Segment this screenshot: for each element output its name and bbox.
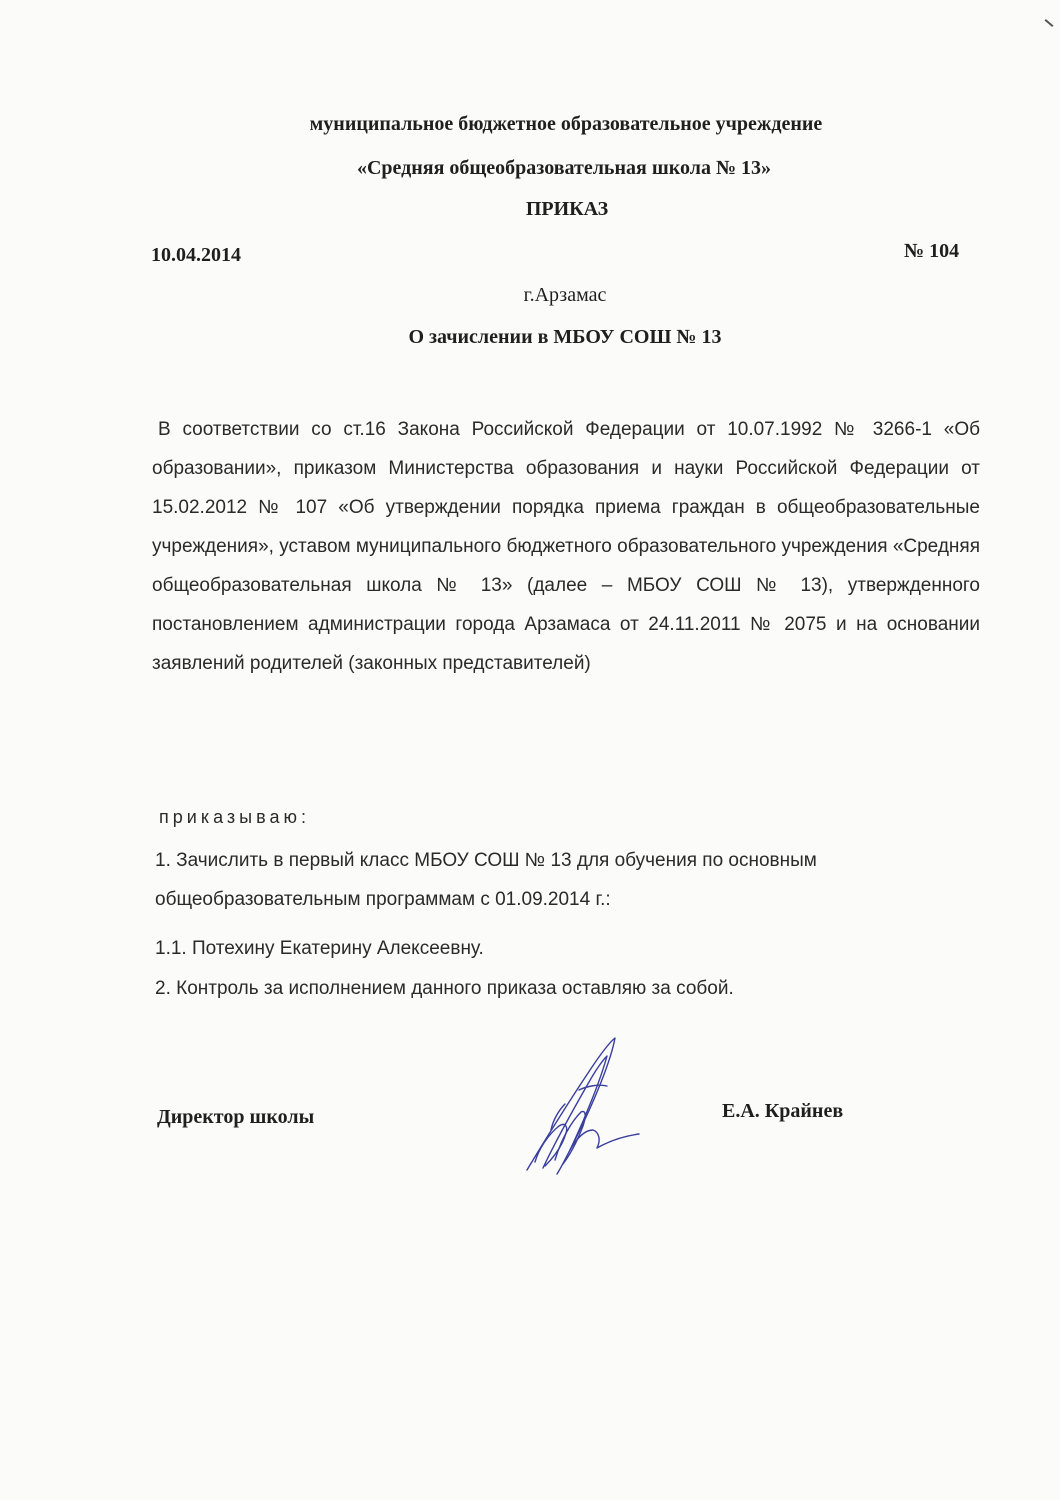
organization-type: муниципальное бюджетное образовательное учреждение: [309, 113, 823, 135]
order-item-1-1: 1.1. Потехину Екатерину Алексеевну.: [155, 938, 484, 959]
scan-mark: [1045, 19, 1054, 27]
signer-title: Директор школы: [157, 1106, 315, 1128]
handwritten-signature: [515, 1030, 645, 1180]
order-word: приказываю:: [159, 807, 310, 827]
order-item-1: 1. Зачислить в первый класс МБОУ СОШ № 13 для обучения по основным общеобразовательным программам с 01.09.2014 г.:: [155, 850, 817, 910]
signer-name: Е.А. Крайнев: [722, 1100, 844, 1122]
organization-name: «Средняя общеобразовательная школа № 13»: [356, 157, 772, 179]
document-date: 10.04.2014: [151, 244, 241, 266]
document-city: г.Арзамас: [523, 284, 607, 306]
document-number: № 104: [904, 240, 960, 262]
preamble-paragraph: В соответствии со ст.16 Закона Российской Федерации от 10.07.1992 № 3266-1 «Об образовании», приказом Министерства образования и науки Российской Федерации от 15.02.2012 № 107 «Об утверждении порядка приема граждан в общеобразовательные учреждения», уставом муниципального бюджетного образовательного учреждения «Средняя общеобразовательная школа № 13» (далее – МБОУ СОШ № 13), утвержденного постановлением администрации города Арзамаса от 24.11.2011 № 2075 и на основании заявлений родителей (законных представителей): [152, 419, 980, 674]
document-subject: О зачислении в МБОУ СОШ № 13: [408, 326, 722, 348]
document-type: ПРИКАЗ: [525, 198, 609, 220]
order-item-2: 2. Контроль за исполнением данного приказа оставляю за собой.: [155, 978, 734, 999]
